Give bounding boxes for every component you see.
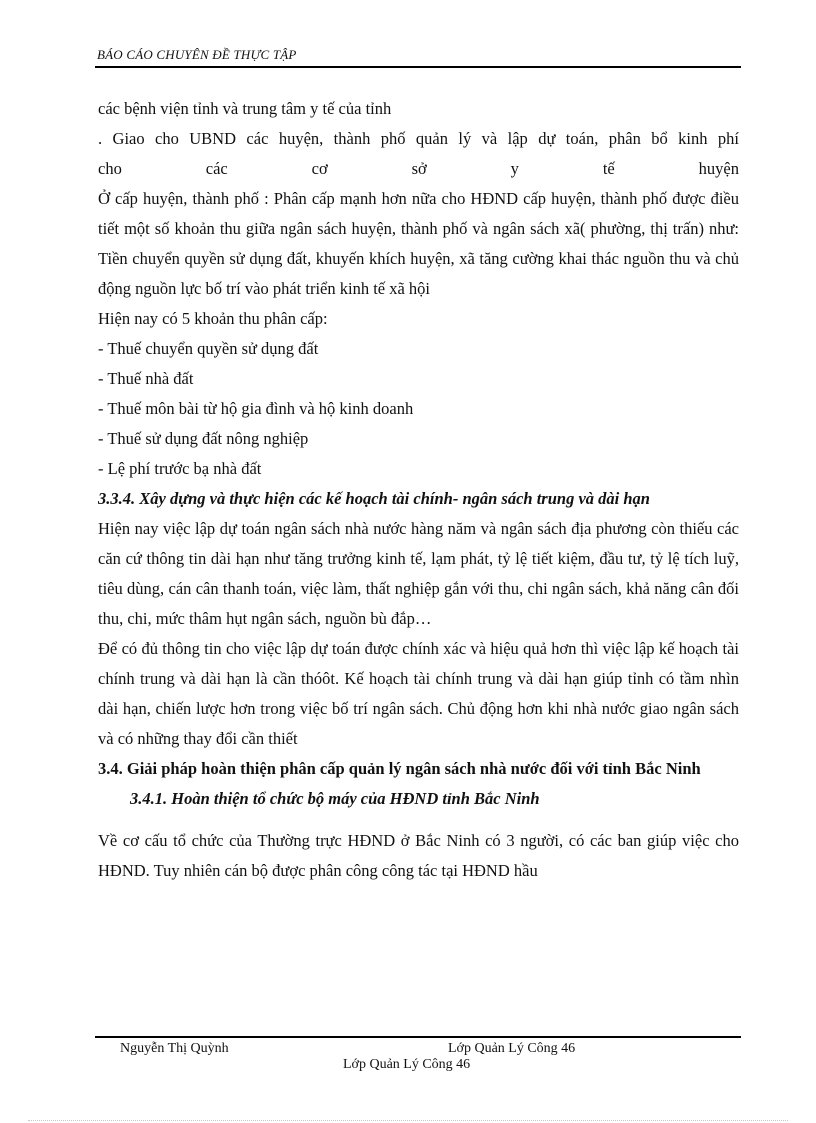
list-item: - Thuế sử dụng đất nông nghiệp: [98, 429, 309, 448]
header-divider: [95, 66, 741, 68]
body-line: . Giao cho UBND các huyện, thành phố quản lý và lập dự toán, phân bổ kinh phí: [98, 129, 739, 148]
body-paragraph: Hiện nay việc lập dự toán ngân sách nhà nước hàng năm và ngân sách địa phương còn thiếu các căn cứ thông tin dài hạn như tăng trưởng kinh tế, lạm phát, tỷ lệ tiết kiệm, đầu tư, tỷ lệ tích luỹ, tiêu dùng, cán cân thanh toán, việc làm, thất nghiệp gắn với thu, chi ngân sách, khả năng cân đối thu, chi, mức thâm hụt ngân sách, nguồn bù đắp…: [98, 519, 739, 628]
page-body: [98, 94, 739, 886]
body-paragraph: Để có đủ thông tin cho việc lập dự toán được chính xác và hiệu quả hơn thì việc lập kế hoạch tài chính trung và dài hạn là cần thóôt. Kế hoạch tài chính trung và dài hạn giúp tỉnh có tầm nhìn dài hạn, chiến lược hơn trong việc bố trí ngân sách. Chủ động hơn khi nhà nước giao ngân sách và có những thay đổi cần thiết: [98, 639, 739, 748]
list-item: - Lệ phí trước bạ nhà đất: [98, 459, 262, 478]
body-line: cho các cơ sở y tế huyện: [98, 159, 739, 178]
footer-class-label: Lớp Quản Lý Công 46: [448, 1041, 576, 1056]
page-edge-divider: [28, 1120, 788, 1121]
body-line: Hiện nay có 5 khoản thu phân cấp:: [98, 309, 328, 328]
footer-author: Nguyễn Thị Quỳnh: [120, 1041, 229, 1056]
section-heading-3-4: 3.4. Giải pháp hoàn thiện phân cấp quản lý ngân sách nhà nước đối với tỉnh Bắc Ninh: [98, 759, 701, 778]
footer-class-label-repeat: Lớp Quản Lý Công 46: [343, 1057, 471, 1072]
footer-divider: [95, 1036, 741, 1038]
list-item: - Thuế nhà đất: [98, 369, 194, 388]
body-paragraph: Ở cấp huyện, thành phố : Phân cấp mạnh hơn nữa cho HĐND cấp huyện, thành phố được điều tiết một số khoản thu giữa ngân sách huyện, thành phố và ngân sách xã( phường, thị trấn) như: Tiền chuyển quyền sử dụng đất, khuyến khích huyện, xã tăng cường khai thác nguồn thu và chủ động nguồn lực bố trí vào phát triển kinh tế xã hội: [98, 189, 739, 298]
list-item: - Thuế môn bài từ hộ gia đình và hộ kinh doanh: [98, 399, 414, 418]
body-paragraph: Về cơ cấu tổ chức của Thường trực HĐND ở Bắc Ninh có 3 người, có các ban giúp việc cho HĐND. Tuy nhiên cán bộ được phân công công tác tại HĐND hầu: [98, 831, 739, 880]
body-line: các bệnh viện tỉnh và trung tâm y tế của tỉnh: [98, 99, 392, 118]
running-header: BÁO CÁO CHUYÊN ĐỀ THỰC TẬP: [97, 47, 297, 62]
list-item: - Thuế chuyển quyền sử dụng đất: [98, 339, 319, 358]
section-heading-3-3-4: 3.3.4. Xây dựng và thực hiện các kế hoạch tài chính- ngân sách trung và dài hạn: [98, 489, 650, 508]
section-heading-3-4-1: 3.4.1. Hoàn thiện tổ chức bộ máy của HĐND tỉnh Bắc Ninh: [130, 789, 540, 808]
